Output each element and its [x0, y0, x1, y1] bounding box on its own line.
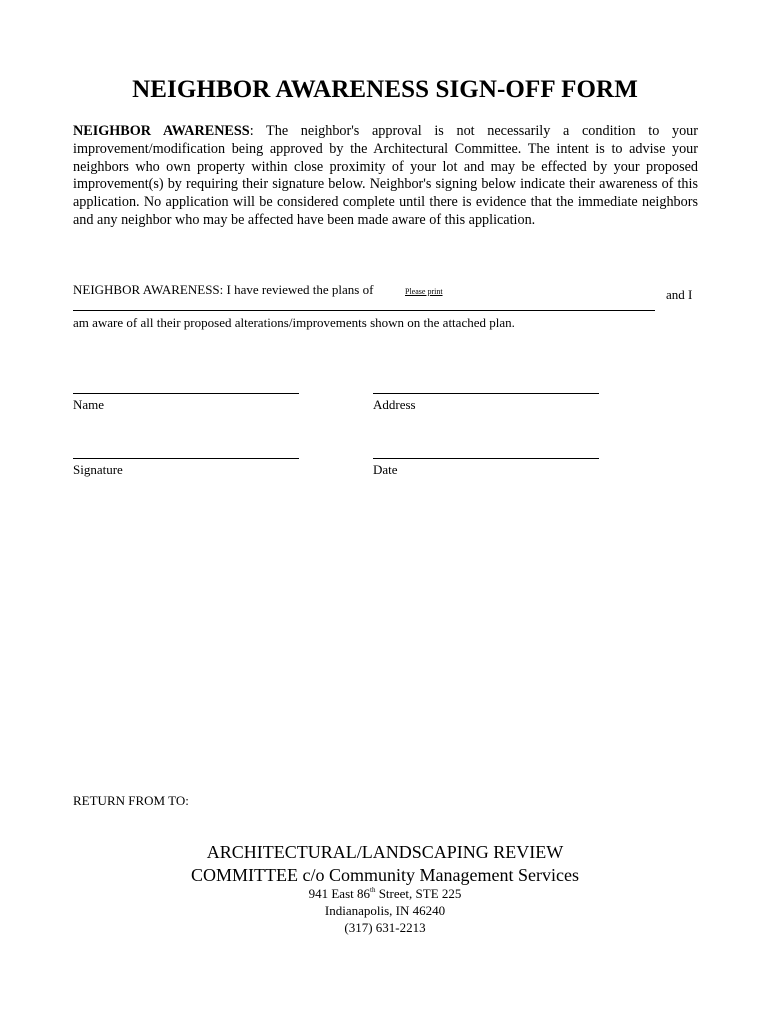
signature-line[interactable] [73, 458, 299, 459]
address-line[interactable] [373, 393, 599, 394]
street-rest: Street, STE 225 [375, 886, 462, 901]
city-state-zip: Indianapolis, IN 46240 [324, 903, 446, 918]
date-line[interactable] [373, 458, 599, 459]
intro-paragraph [73, 123, 698, 230]
please-print-hint: Please print [405, 287, 443, 296]
address-label: Address [373, 397, 416, 412]
acknowledgement-and-i: and I [666, 287, 693, 302]
committee-line-2: COMMITTEE c/o Community Management Services [191, 865, 579, 885]
intro-text: : The neighbor's approval is not necessarily a condition to your improvement/modification being approved by the Architectural Committee. The intent is to advise your neighbors who own property within close proximity of your lot and may be effected by your proposed improvement(s) by requiring their signature below. Neighbor's signing below indicate their awareness of this application. No application will be considered complete until there is evidence that the immediate neighbors and any neighbor who may be affected have been made aware of this application. [73, 123, 698, 228]
committee-line-1: ARCHITECTURAL/LANDSCAPING REVIEW [206, 842, 564, 862]
signature-label: Signature [73, 462, 123, 477]
street-ordinal: th [370, 886, 376, 894]
acknowledgement-prefix: NEIGHBOR AWARENESS: I have reviewed the plans of [73, 282, 374, 297]
intro-label: NEIGHBOR AWARENESS [73, 123, 250, 139]
street-address [0, 886, 770, 902]
street-number: 941 East 86 [308, 886, 370, 901]
name-label: Name [73, 397, 105, 412]
form-title: NEIGHBOR AWARENESS SIGN-OFF FORM [132, 76, 638, 103]
phone-number: (317) 631-2213 [344, 920, 426, 935]
neighbor-name-line[interactable] [73, 310, 655, 311]
date-label: Date [373, 462, 398, 477]
acknowledgement-suffix: am aware of all their proposed alterations/improvements shown on the attached plan. [73, 315, 515, 330]
name-line[interactable] [73, 393, 299, 394]
return-label: RETURN FROM TO: [73, 793, 189, 808]
